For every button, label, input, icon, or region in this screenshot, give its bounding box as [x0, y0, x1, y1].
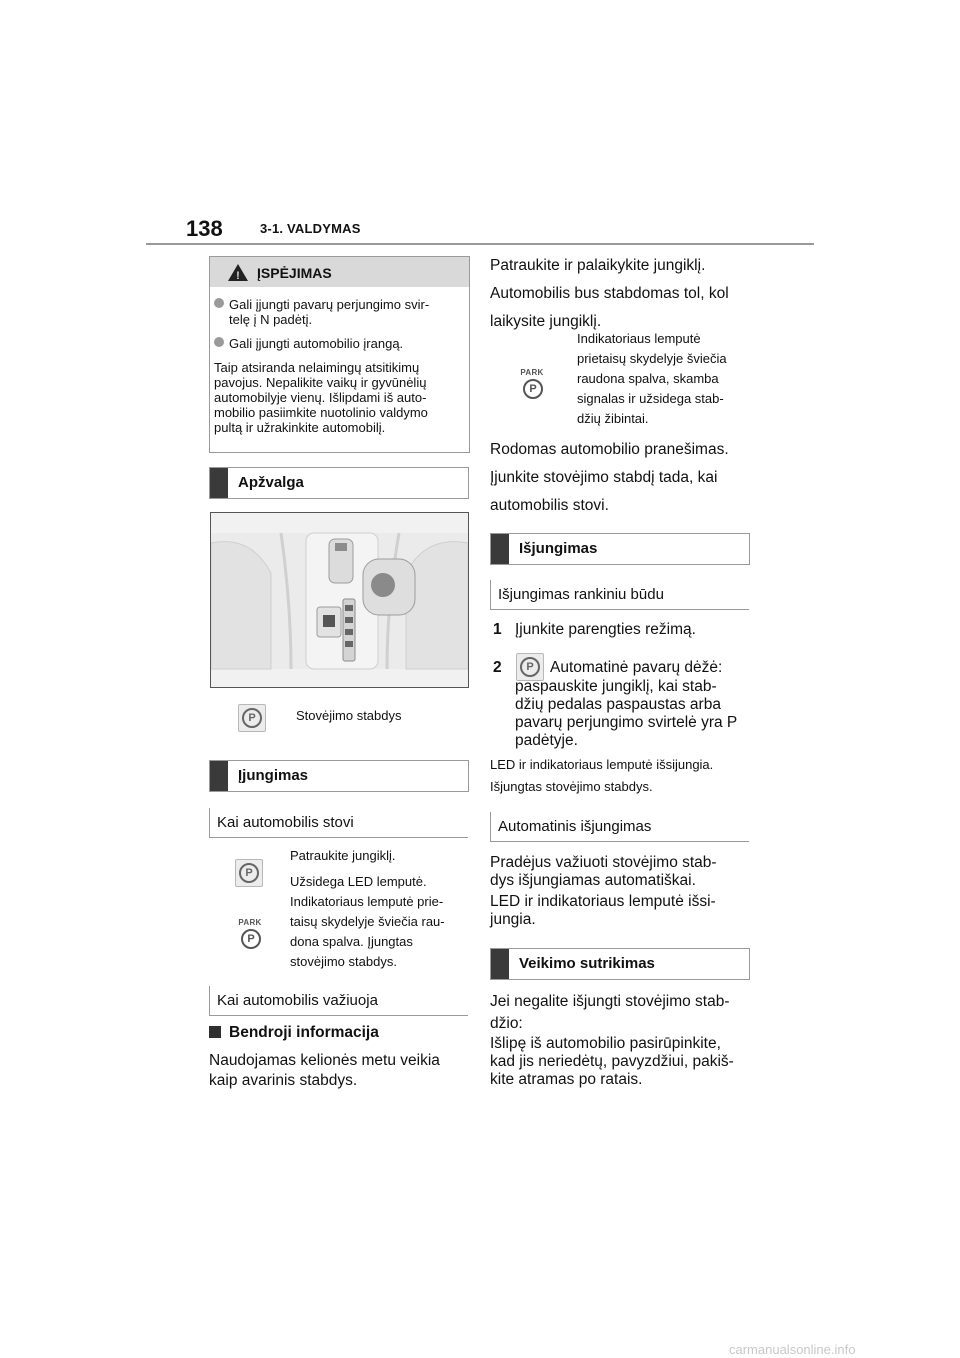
text-line: Naudojamas kelionės metu veikia: [209, 1052, 440, 1069]
fault-text-1: [490, 991, 730, 1035]
text-line: padėtyje.: [515, 732, 578, 749]
bullet-dot: [214, 337, 224, 347]
warning-icon: [228, 264, 248, 281]
warning-bullet: [214, 297, 464, 329]
text-line: LED ir indikatoriaus lemputė išsi-: [490, 893, 716, 910]
icon-glyph: P: [526, 661, 534, 673]
svg-text:!: !: [236, 270, 240, 281]
text-line: prietaisų skydelyje šviečia: [577, 351, 727, 366]
warning-bullet-line: Gali įjungti automobilio įrangą.: [229, 336, 404, 351]
square-bullet: [209, 1026, 221, 1038]
icon-glyph: P: [529, 383, 537, 395]
park-indicator-icon: [236, 918, 264, 952]
header-rule: [146, 243, 814, 245]
center-console-illustration: [210, 512, 469, 688]
section-title: Veikimo sutrikimas: [519, 955, 655, 972]
text-line: džių žibintai.: [577, 411, 649, 426]
text-line: stovėjimo stabdys.: [290, 954, 397, 969]
step-1-text: Įjunkite parengties režimą.: [515, 621, 696, 638]
chapter-title: 3-1. VALDYMAS: [260, 221, 361, 236]
text-line: signalas ir užsidega stab-: [577, 391, 724, 406]
warning-title: ĮSPĖJIMAS: [257, 265, 332, 281]
icon-glyph: P: [248, 712, 256, 724]
section-overview-header: [209, 467, 469, 499]
text-line: pultą ir užrakinkite automobilį.: [214, 420, 386, 435]
text-line: jungia.: [490, 911, 536, 928]
text-line: Indikatoriaus lemputė prie-: [290, 894, 444, 909]
console-drawing: [211, 513, 468, 687]
text-line: raudona spalva, skamba: [577, 371, 719, 386]
warning-paragraph: [214, 360, 464, 435]
text-line: dona spalva. Įjungtas: [290, 934, 413, 949]
subsection-when-stopped: Kai automobilis stovi: [209, 808, 468, 838]
subsection-when-moving: Kai automobilis važiuoja: [209, 986, 468, 1016]
text-line: Jei negalite išjungti stovėjimo stab-: [490, 993, 730, 1010]
page-number: 138: [186, 216, 223, 241]
icon-glyph: P: [247, 933, 255, 945]
automatic-disable-text: [490, 854, 717, 890]
parking-brake-button-icon: [238, 704, 266, 732]
watermark: carmanualsonline.info: [729, 1342, 856, 1357]
text-line: Patraukite jungiklį.: [290, 848, 396, 863]
section-title: Išjungimas: [519, 540, 598, 557]
text-line: Įjunkite stovėjimo stabdį tada, kai: [490, 469, 718, 486]
section-marker: [210, 761, 228, 791]
text-line: Automobilis bus stabdomas tol, kol: [490, 285, 729, 302]
text-line: kite atramas po ratais.: [490, 1071, 643, 1088]
text-line: Pradėjus važiuoti stovėjimo stab-: [490, 854, 717, 871]
section-marker: [491, 534, 509, 564]
bullet-dot: [214, 298, 224, 308]
section-disable-header: [490, 533, 750, 565]
parking-brake-button-icon: [235, 859, 263, 887]
text-line: mobilio pasiimkite nuotolinio valdymo: [214, 405, 428, 420]
text-line: Išlipę iš automobilio pasirūpinkite,: [490, 1035, 721, 1052]
step-2-text: Automatinė pavarų dėžė:: [550, 659, 723, 676]
warning-box: [209, 256, 470, 453]
general-info-title: Bendroji informacija: [229, 1024, 379, 1041]
warning-header: [210, 257, 469, 287]
section-title: Apžvalga: [238, 474, 304, 491]
text-line: pavojus. Nepalikite vaikų ir gyvūnėlių: [214, 375, 427, 390]
text-line: laikysite jungiklį.: [490, 313, 602, 330]
text-line: Rodomas automobilio pranešimas.: [490, 441, 729, 458]
warning-bullet-line: Gali įjungti pavarų perjungimo svir-: [229, 297, 430, 312]
automatic-led-text: [490, 893, 716, 929]
section-title: Įjungimas: [238, 767, 309, 784]
text-line: taisų skydelyje šviečia rau-: [290, 914, 445, 929]
text-line: Taip atsiranda nelaimingų atsitikimų: [214, 360, 420, 375]
section-marker: [491, 949, 509, 979]
warning-bullet: [214, 336, 464, 352]
led-off-text: [490, 754, 713, 798]
text-line: LED ir indikatoriaus lemputė išsijungia.: [490, 757, 714, 772]
text-line: Patraukite ir palaikykite jungiklį.: [490, 257, 706, 274]
subsection-manual-disable: Išjungimas rankiniu būdu: [490, 580, 749, 610]
text-line: dys išjungiamas automatiškai.: [490, 872, 696, 889]
indicator-description: [577, 329, 757, 429]
text-line: Išjungtas stovėjimo stabdys.: [490, 779, 653, 794]
when-stopped-steps: [290, 846, 470, 972]
park-indicator-icon: [518, 368, 546, 402]
icon-label: PARK: [238, 918, 262, 927]
text-line: paspauskite jungiklį, kai stab-: [515, 678, 717, 695]
section-enable-header: [209, 760, 469, 792]
text-line: kad jis neriedėtų, pavyzdžiui, pakiš-: [490, 1053, 734, 1070]
step-number: 2: [493, 659, 502, 676]
icon-label: PARK: [520, 368, 544, 377]
text-line: automobilyje vienų. Išlipdami iš auto-: [214, 390, 427, 405]
subsection-automatic-disable: Automatinis išjungimas: [490, 812, 749, 842]
section-fault-header: [490, 948, 750, 980]
text-line: Indikatoriaus lemputė: [577, 331, 701, 346]
pull-hold-text: [490, 252, 729, 336]
text-line: automobilis stovi.: [490, 497, 609, 514]
step-number: 1: [493, 621, 502, 638]
general-info-text: [209, 1051, 440, 1091]
fault-text-2: [490, 1035, 734, 1089]
vehicle-message-text: [490, 436, 729, 520]
text-line: Užsidega LED lemputė.: [290, 874, 427, 889]
parking-brake-label: Stovėjimo stabdys: [296, 708, 402, 723]
parking-brake-button-icon: [516, 653, 544, 681]
text-line: džių pedalas paspaustas arba: [515, 696, 721, 713]
section-marker: [210, 468, 228, 498]
text-line: pavarų perjungimo svirtelė yra P: [515, 714, 738, 731]
text-line: kaip avarinis stabdys.: [209, 1072, 358, 1089]
text-line: džio:: [490, 1015, 523, 1032]
step-2-continuation: [515, 678, 737, 750]
icon-glyph: P: [245, 867, 253, 879]
warning-bullet-line: telę į N padėtį.: [229, 312, 313, 327]
